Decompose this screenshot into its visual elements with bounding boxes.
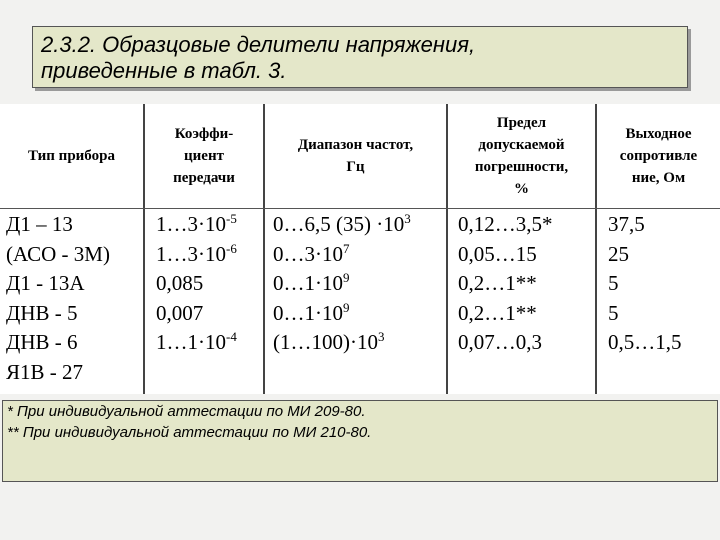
cell-frequency: $(1\dots 100)\cdot 10^3$ (273, 329, 385, 354)
slide-title (32, 26, 688, 88)
cell-frequency: $0\dots 1\cdot 10^9$ (273, 270, 350, 295)
cell-device-type: Д1 – 13 (6, 212, 73, 236)
column-frequency (273, 210, 411, 358)
header-error-line: допускаемой (478, 137, 565, 153)
cell-device-type: (АСО - 3М) (6, 241, 110, 266)
header-device-type (0, 104, 143, 208)
title-line-1: 2.3.2. Образцовые делители напряжения, (41, 32, 476, 57)
header-coefficient-line: передачи (173, 170, 235, 186)
header-error-line: % (514, 181, 529, 197)
cell-coefficient: $1\dots 1\cdot 10^{-4}$ (156, 329, 237, 354)
header-device-type-text: Тип прибора (28, 148, 115, 164)
cell-coefficient: $1\dots 3\cdot 10^{-6}$ (156, 240, 237, 266)
cell-output-resistance: 5 (608, 271, 619, 295)
dividers-table (0, 104, 720, 394)
footnote-1: * При индивидуальной аттестации по МИ 209-80. (7, 403, 366, 420)
cell-coefficient: 0,085 (156, 271, 204, 295)
column-coefficient (156, 210, 237, 358)
cell-device-type: Я1В - 27 (6, 359, 84, 384)
cell-device-type: Д1 - 13А (6, 271, 85, 295)
title-line-2: приведенные в табл. 3. (41, 58, 287, 83)
header-error-line: Предел (496, 115, 547, 131)
header-error-limit (448, 104, 595, 208)
header-output-resistance (597, 104, 720, 208)
column-device-type (6, 210, 110, 387)
column-output-resistance (608, 210, 682, 358)
cell-device-type: ДНВ - 6 (6, 330, 78, 354)
cell-output-resistance: 5 (608, 300, 619, 325)
column-error-limit (458, 210, 553, 358)
header-resistance-line: сопротивле (619, 148, 698, 164)
cell-output-resistance: 37,5 (608, 212, 645, 236)
footnotes (2, 400, 718, 482)
header-error-line: погрешности, (474, 159, 569, 175)
cell-output-resistance: 25 (608, 241, 629, 266)
header-frequency-line: Диапазон частот, (297, 137, 414, 153)
cell-device-type: ДНВ - 5 (6, 300, 78, 325)
header-coefficient (145, 104, 263, 208)
header-frequency-line: Гц (346, 159, 365, 175)
cell-error-limit: 0,12…3,5* (458, 212, 553, 236)
header-frequency (265, 104, 446, 208)
cell-frequency: $0\dots 1\cdot 10^9$ (273, 299, 350, 325)
cell-coefficient: 0,007 (156, 300, 204, 325)
cell-output-resistance: 0,5…1,5 (608, 330, 682, 354)
cell-error-limit: 0,2…1** (458, 300, 537, 325)
header-coefficient-line: циент (184, 148, 224, 164)
header-resistance-line: Выходное (625, 126, 692, 142)
footnote-2: ** При индивидуальной аттестации по МИ 210-80. (7, 424, 372, 441)
cell-error-limit: 0,07…0,3 (458, 330, 542, 354)
cell-error-limit: 0,05…15 (458, 241, 537, 266)
header-resistance-line: ние, Ом (631, 170, 686, 186)
header-coefficient-line: Коэффи- (174, 126, 234, 142)
cell-error-limit: 0,2…1** (458, 271, 537, 295)
cell-frequency: $0\dots 3\cdot 10^7$ (273, 240, 350, 266)
header-divider (0, 208, 720, 209)
cell-frequency: 0…6,5 $(35) \cdot 10^3$ (273, 211, 411, 236)
cell-coefficient: $1\dots 3\cdot 10^{-5}$ (156, 211, 237, 236)
